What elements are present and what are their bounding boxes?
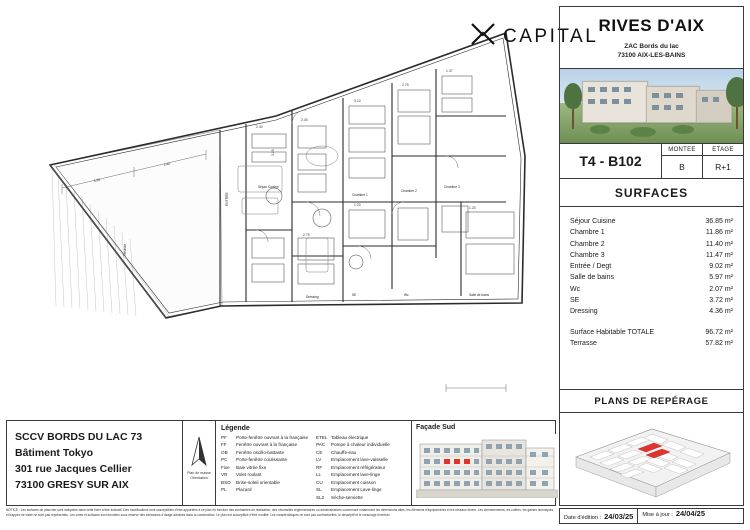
north-block [183,421,216,505]
svg-text:3.05: 3.05 [271,149,275,156]
svg-text:1.20: 1.20 [469,206,476,210]
legend-text: Placard [236,487,252,493]
photo-shrub [630,127,656,137]
legend-text: Volet roulant [236,472,262,478]
terrace-hatch [50,130,222,317]
svg-text:Dressing: Dressing [306,295,319,299]
svg-text:4.85: 4.85 [93,177,101,183]
facade-svg [416,434,558,498]
surface-label: Chambre 2 [570,240,605,248]
facade-elevation [416,434,551,501]
owner-line2: Bâtiment Tokyo [15,446,93,459]
surface-value: 36.85 m² [705,217,733,225]
etage-header: ETAGE [703,144,743,156]
svg-text:3.10: 3.10 [354,99,361,103]
surface-value: 4.36 m² [709,308,733,316]
north-label-line2: Orientation [190,475,208,480]
photo-window [624,99,631,104]
legend-text: Fenêtre oscillo-battante [236,449,285,455]
svg-text:2.75: 2.75 [303,233,310,237]
legend-text: Porte-fenêtre coulissante [236,457,288,463]
project-subtitle-line2: 73100 AIX-LES-BAINS [617,52,686,60]
svg-text:Chambre 1: Chambre 1 [352,193,368,197]
legend-text: Porte-fenêtre ouvrant à la française [236,435,309,440]
legend-item [221,434,312,441]
legend-key: RF [316,464,323,470]
svg-text:Salle de bains: Salle de bains [469,293,490,297]
owner-line4: 73100 GRESY SUR AIX [15,478,129,491]
surface-row [570,284,733,295]
legend-key: LL [316,472,322,478]
legend-key: BSO [221,479,231,485]
surface-label: Dressing [570,308,598,316]
surface-row [570,261,733,272]
lot-code: T4 - B102 [560,144,662,178]
surfaces-title: SURFACES [560,179,743,207]
legend-text: Emplacement lave-linge [331,472,381,478]
legend-item [316,494,407,501]
north-label [184,471,214,481]
photo-window [600,87,607,92]
surface-label: Chambre 1 [570,229,605,237]
legend-item [221,441,312,448]
legend-key: PL [221,487,227,493]
legend-item [316,486,407,493]
etage-cell [702,144,743,178]
repere-plan [560,413,743,505]
surface-value: 2.07 m² [709,285,733,293]
surface-total-value: 57.82 m² [705,340,733,348]
photo-window [713,97,719,102]
legend-item [316,464,407,471]
legend-text: Emplacement cuisson [331,479,376,485]
legend-item [316,441,407,448]
building-photo [560,69,743,144]
capital-mark-icon [470,22,496,52]
photo-window [676,93,683,98]
legend-item [221,456,312,463]
legend-key: PC [221,457,228,463]
legend-column-2 [316,434,407,501]
photo-window [588,87,595,92]
photo-window [612,99,619,104]
facade-block [412,421,555,505]
north-label-line1: Plan de masse [187,471,211,475]
legend-text: Brise-soleil orientable [236,479,280,485]
legend-key: CU [316,479,323,485]
svg-text:Chambre 2: Chambre 2 [401,189,417,193]
update-date-label: Mise à jour : [642,512,673,518]
legend-item [316,449,407,456]
etage-value: R+1 [715,161,731,172]
floor-plan-svg [6,6,556,418]
north-arrow-svg [188,435,210,469]
x-mark-icon [470,22,496,46]
legend-item [221,464,312,471]
date-bar [559,508,744,524]
photo-shrub [590,125,610,134]
legend-item [316,456,407,463]
repere-svg [560,413,743,505]
legend-columns [221,434,407,501]
surface-row [570,227,733,238]
montee-header: MONTEE [662,144,702,156]
legend-item [316,471,407,478]
surface-row [570,216,733,227]
surface-total-label: Surface Habitable TOTALE [570,328,655,336]
surface-total-value: 96.72 m² [705,328,733,336]
surface-label: Salle de bains [570,274,614,282]
legend-title: Légende [221,425,250,432]
surfaces-spacer [570,318,733,327]
surface-value: 11.47 m² [705,251,733,259]
project-title: RIVES D'AIX [598,16,705,35]
facade-title: Façade Sud [416,424,456,431]
photo-window [624,87,631,92]
surface-row [570,295,733,306]
legend-key: PF [221,435,227,440]
surface-value: 11.86 m² [705,229,733,237]
legend-text: Emplacement Lave-linge [331,487,382,493]
photo-window [600,99,607,104]
photo-tree [726,77,743,107]
surface-value: 9.02 m² [709,263,733,271]
legend-key: CE [316,449,323,455]
surfaces-table [560,207,743,356]
surface-row [570,306,733,317]
legend-key: ETEL [316,435,328,440]
svg-text:4.40: 4.40 [163,161,171,167]
svg-text:Wc: Wc [404,293,409,297]
montee-cell [662,144,702,178]
legend-item [221,479,312,486]
north-arrow-icon [188,435,210,474]
photo-window [612,87,619,92]
repere-title: PLANS DE REPÉRAGE [560,389,743,413]
surface-row [570,250,733,261]
svg-text:SE: SE [352,293,357,297]
surface-row [570,272,733,283]
surface-row [570,239,733,250]
project-subtitle [560,42,743,69]
owner-line3: 301 rue Jacques Cellier [15,462,132,475]
surface-label: SE [570,297,580,305]
montee-value: B [679,161,685,172]
svg-text:Terrasse: Terrasse [123,243,127,256]
edition-date-value: 24/03/25 [604,511,634,521]
svg-text:ENTRÉE: ENTRÉE [225,192,229,206]
legend-item [221,486,312,493]
surface-value: 5.97 m² [709,274,733,282]
surface-label: Wc [570,285,581,293]
owner-block [7,421,183,505]
photo-window [652,93,659,98]
surface-total-row [570,327,733,338]
legend-key: LV [316,457,322,463]
notice-text: NOTICE : Les surfaces de plancher sont indiquées dans cette fiche à titre indicatif. Des modifications sont susceptibles d'être apportées à ce plan en fonction des contraintes de réalisation, des nécessités réglementaires ou administratives concernant notamment les dimensions dites, les éléments d'équipements et les réseaux divers. Les cheminements, les coffres, les gaines techniques et trappes de visite ne sont pas représentés. Les cotes et surfaces sont données sous réserve des tolérances d'usage admises dans la construction. Le plan est susceptible d'être modifié. Les caractéristiques ne sont pas contractuelles, le descriptif et le mesurage éventuel. [6,508,554,517]
update-date [637,509,709,523]
legend-key: PAC [316,442,326,448]
surface-value: 3.72 m² [709,297,733,305]
svg-text:2.40: 2.40 [256,125,263,129]
legend-text: Sèche-serviette [331,494,363,500]
surface-value: 11.40 m² [705,240,733,248]
legend-text: Chauffe-eau [331,449,357,455]
surface-label: Entrée / Degt [570,263,612,271]
legend-key: Fixe [221,464,230,470]
info-panel [559,6,744,506]
legend-item [221,471,312,478]
photo-tree [564,83,582,109]
legend-text: Tableau électrique [331,435,369,440]
svg-text:1.20: 1.20 [354,203,361,207]
photo-window [702,97,708,102]
edition-date [560,512,637,521]
svg-text:2.75: 2.75 [402,83,409,87]
svg-text:Chambre 3: Chambre 3 [444,185,460,189]
owner-line1: SCCV BORDS DU LAC 73 [15,431,143,443]
edition-date-label: Date d'édition : [564,514,602,521]
legend-item [316,479,407,486]
photo-shrub [672,125,694,134]
project-subtitle-line1: ZAC Bords du lac [624,43,679,50]
legend-key: VR [221,472,228,478]
legend-text: Emplacement réfrigérateur [331,464,386,470]
photo-window [588,99,595,104]
legend-text: Baie vitrée fixe [236,464,267,470]
legend-key: SL2 [316,494,325,500]
legend-item [221,449,312,456]
photo-window [664,93,671,98]
facade-highlighted-unit [444,459,470,464]
legend-text: Emplacement lave-vaisselle [331,457,388,463]
surface-label: Chambre 3 [570,251,605,259]
photo-window [664,105,671,110]
legend-text: Fenêtre ouvrant à la française [236,442,298,448]
update-date-value: 24/04/25 [675,509,706,518]
legend-column-1 [221,434,312,501]
legend-block [216,421,412,505]
svg-text:Séjour Cuisine: Séjour Cuisine [258,185,279,189]
legend-key: SL [316,487,322,493]
photo-window [652,105,659,110]
lot-identity-row [560,144,743,179]
svg-text:2.40: 2.40 [301,118,308,122]
floor-plan-drawing [6,6,556,418]
capital-wordmark: CAPITAL [503,26,599,47]
legend-item [316,434,407,441]
surface-total-label: Terrasse [570,340,597,348]
photo-window [676,105,683,110]
surface-total-row [570,338,733,349]
surface-label: Séjour Cuisine [570,217,616,225]
title-block [6,420,556,506]
legend-key: FF [221,442,227,448]
legend-text: Pompe à chaleur individuelle [331,442,390,448]
svg-text:1.37: 1.37 [446,69,453,73]
legend-key: OB [221,449,228,455]
